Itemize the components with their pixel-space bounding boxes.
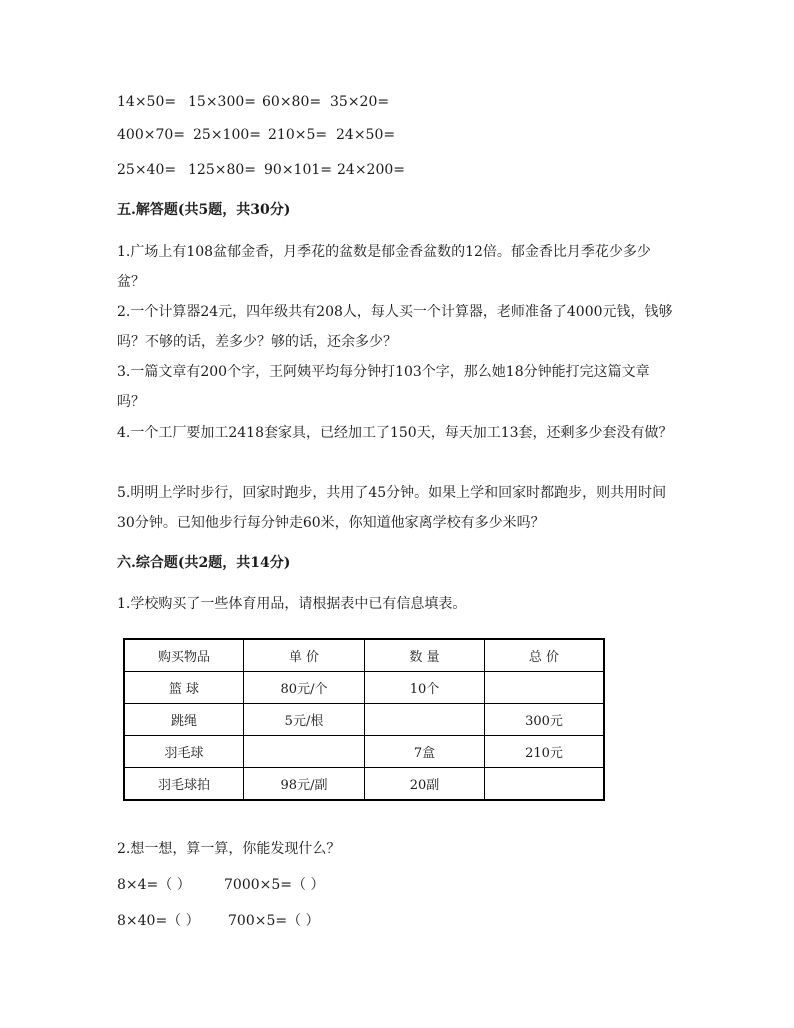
table-row <box>124 704 604 736</box>
table-cell: 5元/根 <box>244 704 365 736</box>
question-6-1: 1.学校购买了一些体育用品，请根据表中已有信息填表。 <box>117 596 467 612</box>
table-header: 购买物品 <box>124 639 244 672</box>
calc-item: 60×80= <box>262 94 322 110</box>
table-header: 单 价 <box>244 639 365 672</box>
table-cell-blank[interactable] <box>365 704 485 736</box>
table-header: 数 量 <box>365 639 485 672</box>
calc-item: 125×80= <box>188 162 256 178</box>
table-cell: 20副 <box>365 768 485 801</box>
pattern-item: 8×4=（ ） <box>117 877 191 893</box>
question-5-4: 4.一个工厂要加工2418套家具，已经加工了150天，每天加工13套，还剩多少套没有做？ <box>117 425 673 441</box>
calc-item: 400×70= <box>117 127 185 143</box>
section5-title: 五.解答题(共5题，共30分) <box>117 202 291 218</box>
table-cell-blank[interactable] <box>485 672 605 704</box>
calc-item: 35×20= <box>330 94 390 110</box>
question-5-2: 2.一个计算器24元，四年级共有208人，每人买一个计算器，老师准备了4000元钱，钱够吗？不够的话，差多少？够的话，还余多少？ <box>117 304 673 350</box>
question-5-1: 1.广场上有108盆郁金香，月季花的盆数是郁金香盆数的12倍。郁金香比月季花少多少盆？ <box>117 244 651 290</box>
pattern-item: 8×40=（ ） <box>117 913 200 929</box>
calc-item: 210×5= <box>268 127 328 143</box>
calc-item: 15×300= <box>188 94 256 110</box>
pattern-row-1 <box>117 875 324 895</box>
calc-item: 25×40= <box>117 162 177 178</box>
calc-row-2 <box>117 125 395 145</box>
calc-row-1 <box>117 92 389 112</box>
table-cell: 10个 <box>365 672 485 704</box>
calc-item: 90×101= <box>264 162 332 178</box>
table-cell: 跳绳 <box>124 704 244 736</box>
calc-row-3 <box>117 160 405 180</box>
table-cell: 羽毛球 <box>124 736 244 768</box>
calc-item: 24×200= <box>337 162 405 178</box>
pattern-item: 700×5=（ ） <box>228 913 320 929</box>
table-row <box>124 672 604 704</box>
table-cell: 羽毛球拍 <box>124 768 244 801</box>
pattern-row-2 <box>117 911 320 931</box>
question-5-3: 3.一篇文章有200个字，王阿姨平均每分钟打103个字，那么她18分钟能打完这篇文章吗？ <box>117 364 650 410</box>
calc-item: 25×100= <box>193 127 261 143</box>
table-row <box>124 768 604 801</box>
section6-title: 六.综合题(共2题，共14分) <box>117 555 291 571</box>
pattern-item: 7000×5=（ ） <box>224 877 325 893</box>
table-cell: 篮 球 <box>124 672 244 704</box>
table-row <box>124 736 604 768</box>
table-cell: 80元/个 <box>244 672 365 704</box>
table-header-row <box>124 639 604 672</box>
calc-item: 24×50= <box>336 127 396 143</box>
table-cell-blank[interactable] <box>244 736 365 768</box>
calc-item: 14×50= <box>117 94 177 110</box>
goods-table <box>123 638 605 801</box>
table-header: 总 价 <box>485 639 605 672</box>
table-cell: 98元/副 <box>244 768 365 801</box>
table-cell-blank[interactable] <box>485 768 605 801</box>
table-cell: 7盒 <box>365 736 485 768</box>
question-6-2: 2.想一想，算一算，你能发现什么？ <box>117 841 341 857</box>
table-cell: 300元 <box>485 704 605 736</box>
table-cell: 210元 <box>485 736 605 768</box>
question-5-5: 5.明明上学时步行，回家时跑步，共用了45分钟。如果上学和回家时都跑步，则共用时间30分钟。已知他步行每分钟走60米，你知道他家离学校有多少米吗？ <box>117 485 667 531</box>
